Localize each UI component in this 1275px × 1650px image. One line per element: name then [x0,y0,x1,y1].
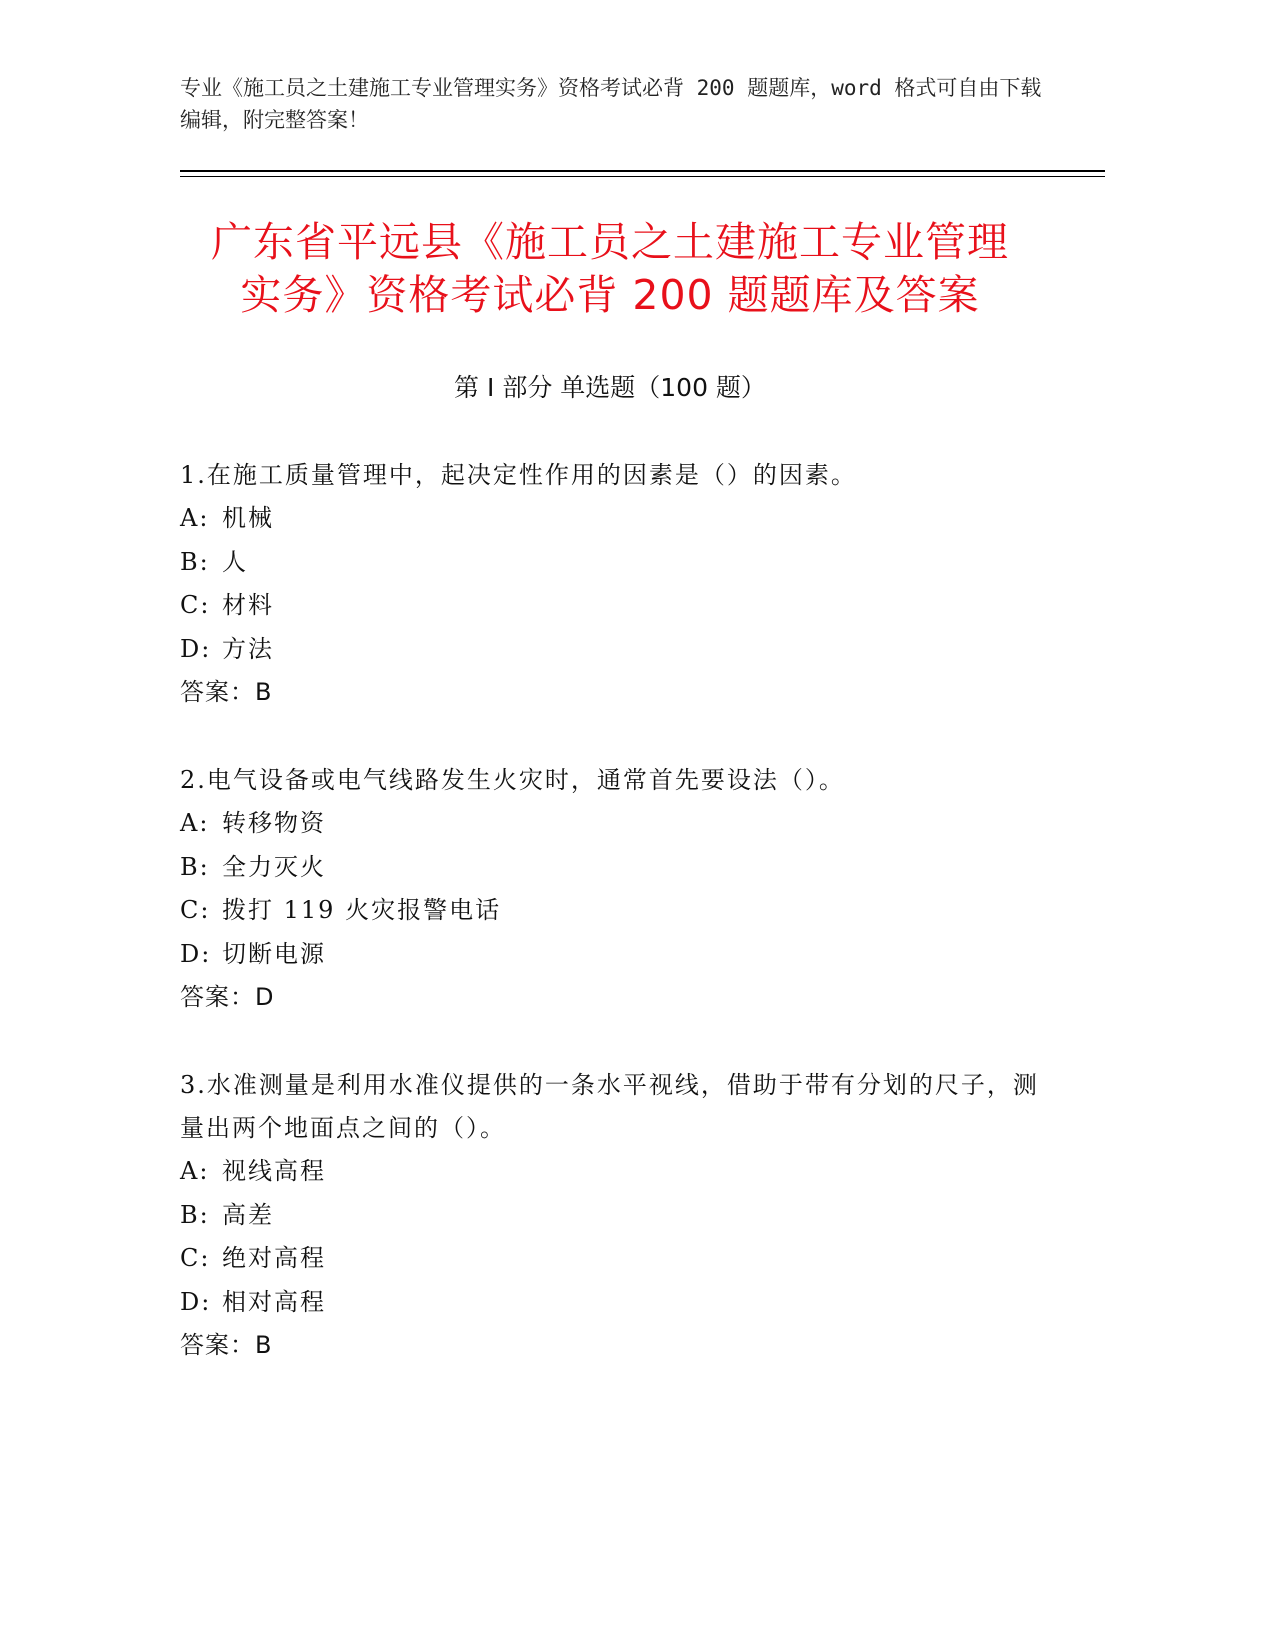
option-a [180,802,1040,846]
option-text: 拨打 119 火灾报警电话 [222,896,502,924]
option-c [180,584,1040,628]
answer-line [180,1324,1040,1368]
answer-label: 答案： [180,1331,255,1359]
answer-line [180,671,1040,715]
option-text: 人 [222,547,248,576]
answer-value: B [255,678,272,706]
question-3 [180,1064,1040,1368]
option-text: 绝对高程 [222,1244,326,1272]
option-key: C: [180,591,211,619]
option-b [180,541,1040,585]
answer-label: 答案： [180,983,255,1011]
option-a [180,497,1040,541]
option-key: C: [180,1244,211,1272]
answer-label: 答案： [180,678,255,706]
option-d [180,1281,1040,1325]
option-key: D: [180,1287,212,1316]
option-c [180,1237,1040,1281]
option-text: 方法 [222,634,274,663]
option-text: 全力灭火 [222,852,326,881]
question-stem: 2.电气设备或电气线路发生火灾时，通常首先要设法（）。 [180,766,845,794]
option-text: 切断电源 [222,939,326,968]
option-key: A: [180,1157,210,1185]
answer-value: D [255,983,274,1011]
option-b [180,846,1040,890]
option-a [180,1150,1040,1194]
option-d [180,933,1040,977]
question-stem: 1.在施工质量管理中，起决定性作用的因素是（）的因素。 [180,461,857,489]
question-1 [180,454,1040,715]
option-key: B: [180,852,210,881]
option-key: B: [180,547,210,576]
document-title [180,216,1040,322]
header-divider-thick [180,170,1105,172]
option-text: 机械 [222,504,274,532]
option-key: A: [180,809,210,837]
document-title-line-2: 实务》资格考试必背 200 题题库及答案 [240,271,980,319]
question-stem: 3.水准测量是利用水准仪提供的一条水平视线，借助于带有分划的尺子，测量出两个地面点之间的（）。 [180,1071,1039,1142]
question-2 [180,759,1040,1020]
option-key: B: [180,1200,210,1229]
section-heading: 第 I 部分 单选题（100 题） [454,373,766,402]
option-c [180,889,1040,933]
header-divider-thin [180,176,1105,177]
answer-line [180,976,1040,1020]
document-title-line-1: 广东省平远县《施工员之土建施工专业管理 [211,218,1009,266]
option-key: A: [180,504,210,532]
answer-value: B [255,1331,272,1359]
option-text: 转移物资 [222,809,326,837]
option-b [180,1194,1040,1238]
option-text: 相对高程 [222,1287,326,1316]
header-note: 专业《施工员之土建施工专业管理实务》资格考试必背 200 题题库，word 格式可自由下载编辑，附完整答案！ [180,76,1042,132]
option-text: 高差 [222,1200,274,1229]
option-d [180,628,1040,672]
option-key: C: [180,896,211,924]
option-key: D: [180,634,212,663]
option-key: D: [180,939,212,968]
option-text: 视线高程 [222,1157,326,1185]
option-text: 材料 [222,591,274,619]
